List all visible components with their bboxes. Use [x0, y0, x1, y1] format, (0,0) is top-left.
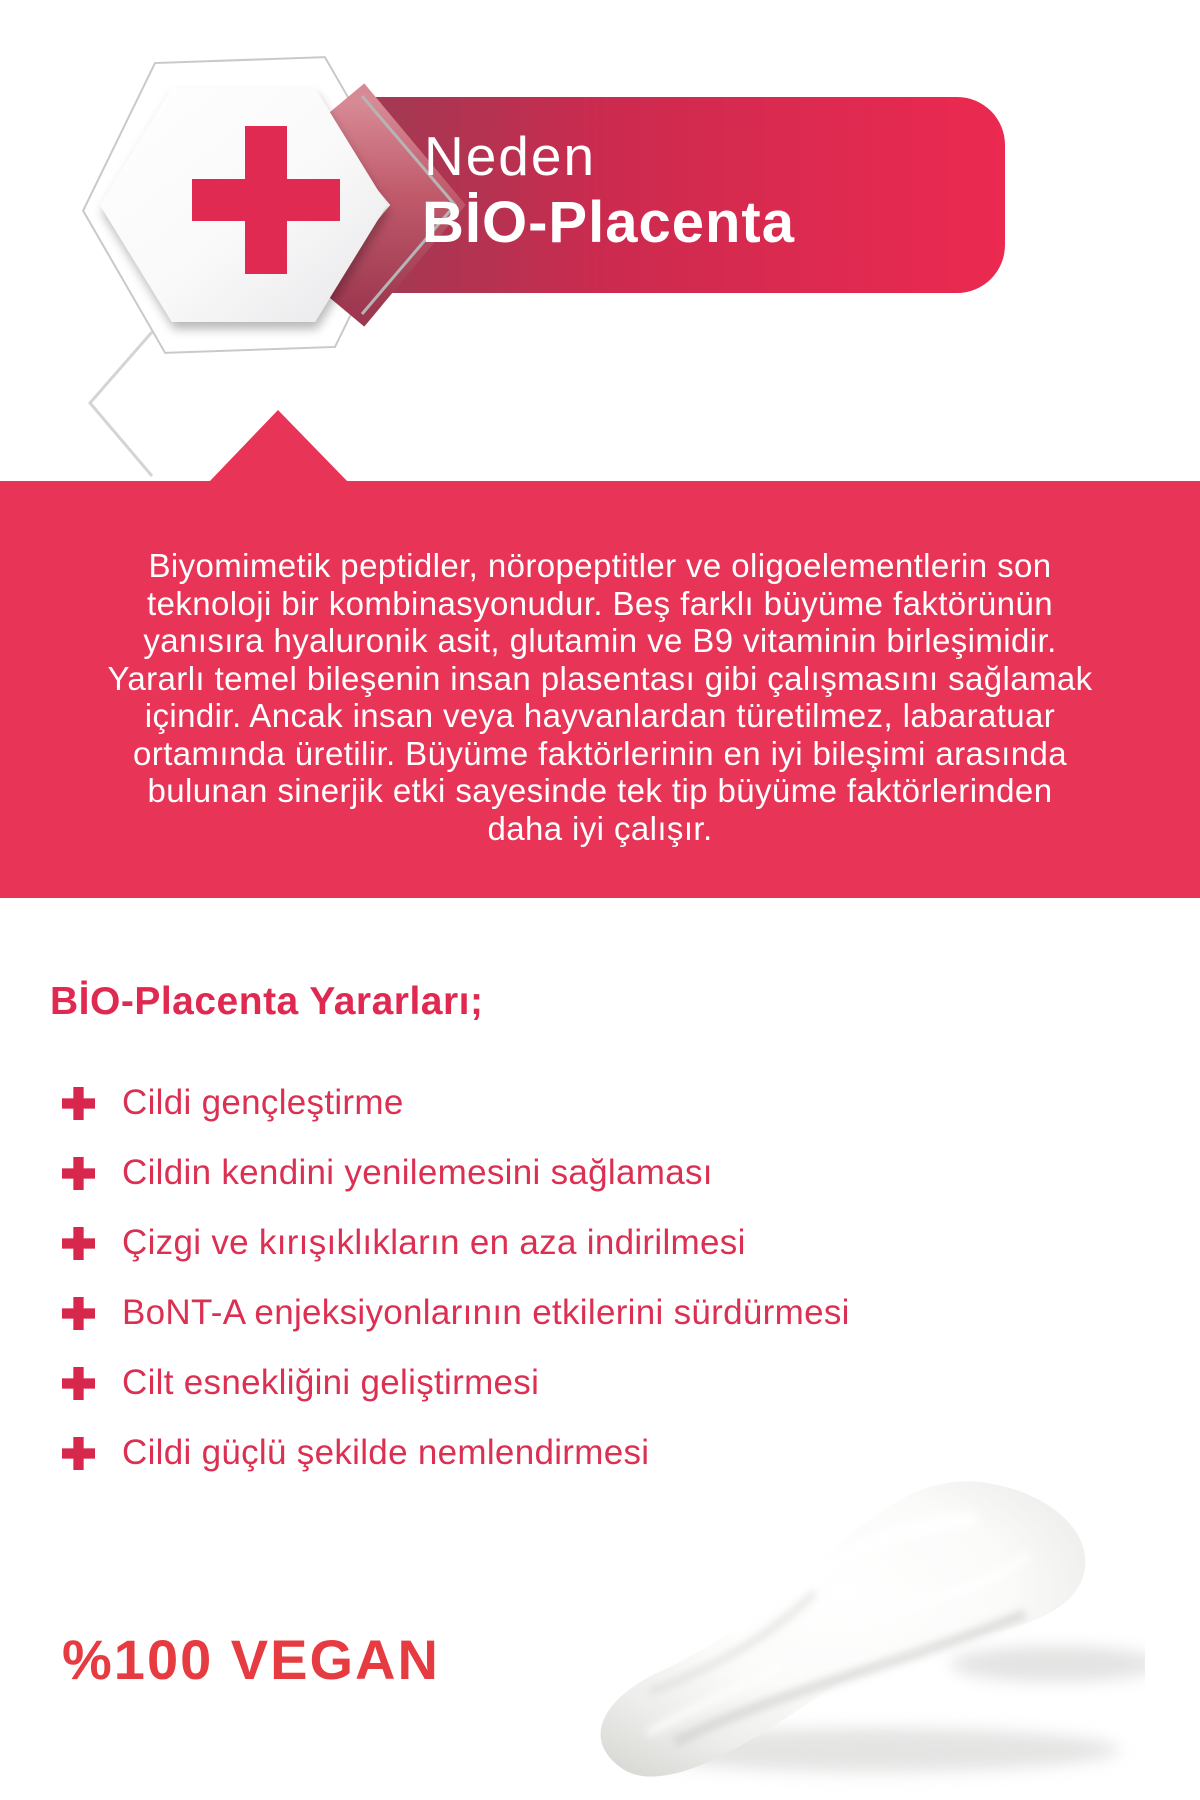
benefit-item: [62, 1292, 1150, 1334]
plus-icon: [62, 1367, 95, 1400]
benefit-label: Cilt esnekliğini geliştirmesi: [122, 1363, 540, 1402]
intro-pointer-triangle: [209, 410, 348, 482]
intro-line: ortamında üretilir. Büyüme faktörlerinin en iyi bileşimi arasında: [133, 734, 1067, 772]
intro-section: [0, 481, 1200, 898]
benefit-list: [50, 1082, 1150, 1474]
hexagon-top-edge: [159, 59, 323, 65]
benefit-item: [62, 1222, 1150, 1264]
plus-icon: [62, 1087, 95, 1120]
benefits-heading: BİO-Placenta Yararları;: [50, 980, 484, 1023]
intro-line: içindir. Ancak insan veya hayvanlardan türetilmez, labaratuar: [144, 697, 1056, 734]
banner-title-line1: Neden: [424, 125, 597, 187]
plus-icon: [62, 1437, 95, 1470]
banner-title-line2: BİO-Placenta: [422, 190, 795, 255]
intro-line: daha iyi çalışır.: [487, 809, 713, 847]
intro-line: bulunan sinerjik etki sayesinde tek tip büyüme faktörlerinden: [147, 772, 1053, 809]
intro-line: Yararlı temel bileşenin insan plasentası gibi çalışmasını sağlamak: [107, 659, 1093, 697]
benefit-label: Çizgi ve kırışıklıkların en aza indirilmesi: [122, 1223, 746, 1262]
intro-line: teknoloji bir kombinasyonudur. Beş farklı büyüme faktörünün: [147, 584, 1053, 622]
benefit-item: [62, 1152, 1150, 1194]
vegan-label: %100 VEGAN: [62, 1628, 440, 1691]
intro-line: Biyomimetik peptidler, nöropeptitler ve oligoelementlerin son: [148, 547, 1052, 584]
left-chevron-decoration: [90, 332, 152, 476]
benefit-item: [62, 1082, 1150, 1124]
plus-icon: [62, 1157, 95, 1190]
header-art: [0, 0, 1200, 480]
intro-paragraph: [0, 547, 1200, 847]
benefit-item: [62, 1362, 1150, 1404]
benefit-label: Cildi gençleştirme: [122, 1083, 404, 1122]
cream-shadow-right: [950, 1646, 1145, 1682]
benefits-section: [50, 980, 1150, 1502]
plus-icon: [62, 1297, 95, 1330]
header-banner: [0, 0, 1200, 480]
benefit-label: Cildin kendini yenilemesini sağlaması: [122, 1153, 713, 1192]
intro-line: yanısıra hyaluronik asit, glutamin ve B9 vitaminin birleşimidir.: [143, 622, 1057, 659]
cream-smear-image: [555, 1442, 1145, 1800]
benefit-label: BoNT-A enjeksiyonlarının etkilerini sürdürmesi: [122, 1293, 850, 1332]
benefit-label: Cildi güçlü şekilde nemlendirmesi: [122, 1433, 650, 1472]
plus-icon: [62, 1227, 95, 1260]
